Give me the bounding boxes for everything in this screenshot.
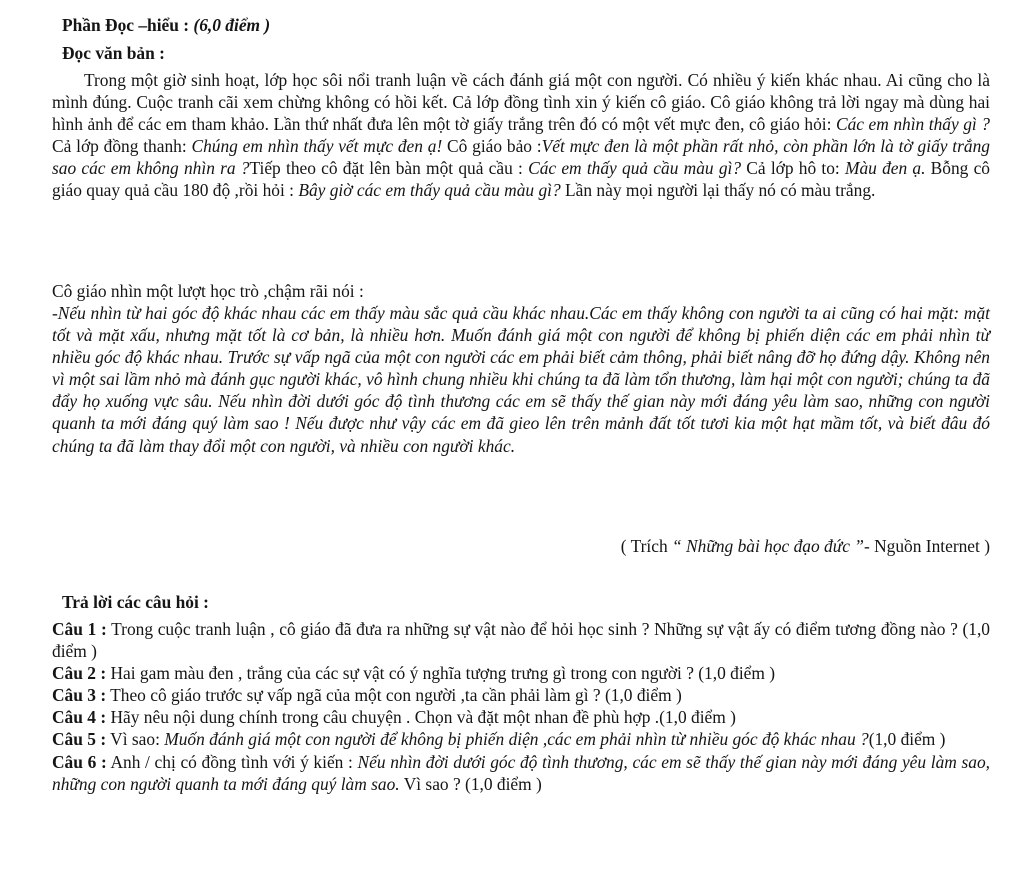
question-text: Nếu nhìn đời dưới góc độ tình thương, các em sẽ thấy thế gian này mới đáng yêu làm sao, những con người quanh ta mới đáng quý làm sao.	[52, 751, 991, 794]
passage-paragraph-2: Cô giáo nhìn một lượt học trò ,chậm rãi nói :	[52, 281, 364, 301]
question-item	[52, 618, 990, 662]
passage-segment: Tiếp theo cô đặt lên bàn một quả cầu :	[249, 158, 529, 179]
passage-segment: Bỗng cô giáo quay quả cầu 180 độ ,rồi hỏi :	[52, 158, 991, 201]
question-item	[52, 728, 990, 750]
question-text: Anh / chị có đồng tình với ý kiến :	[106, 751, 358, 772]
question-text: Hai gam màu đen , trắng của các sự vật có ý nghĩa tượng trưng gì trong con người ? (1,0 điểm )	[106, 663, 776, 684]
question-text: Theo cô giáo trước sự vấp ngã của một con người ,ta cần phải làm gì ? (1,0 điểm )	[106, 685, 682, 706]
question-number: Câu 1 :	[52, 619, 107, 639]
question-number: Câu 2 :	[52, 663, 107, 684]
source-title: “ Những bài học đạo đức ”	[672, 536, 864, 556]
question-item	[52, 751, 990, 795]
question-item	[52, 662, 990, 684]
question-text: Vì sao:	[106, 729, 165, 750]
heading-points: (6,0 điểm )	[193, 15, 271, 35]
source-rest: - Nguồn Internet )	[863, 536, 990, 556]
question-text: Trong cuộc tranh luận , cô giáo đã đưa ra những sự vật nào để hỏi học sinh ? Những sự vật ấy có điểm tương đồng nào ? (1,0 điểm )	[52, 619, 991, 662]
passage-segment: Các em nhìn thấy gì ?	[835, 114, 990, 135]
question-text: (1,0 điểm )	[868, 729, 946, 750]
reading-subheading: Đọc văn bản :	[62, 43, 165, 63]
passage-segment: Các em thấy quả cầu màu gì?	[528, 158, 742, 179]
source-citation	[500, 535, 990, 557]
source-open: ( Trích	[620, 536, 673, 556]
passage-segment: Bây giờ các em thấy quả cầu màu gì?	[298, 180, 561, 201]
question-number: Câu 5 :	[52, 729, 107, 750]
passage-segment: Màu đen ạ.	[844, 158, 926, 179]
question-text: Vì sao ? (1,0 điểm )	[399, 773, 542, 794]
question-text: Muốn đánh giá một con người để không bị phiến diện ,các em phải nhìn từ nhiều góc độ khác nhau ?	[164, 729, 869, 750]
passage-segment: Cô giáo bảo :	[442, 136, 542, 157]
passage-paragraph-3: -Nếu nhìn từ hai góc độ khác nhau các em thấy màu sắc quả cầu khác nhau.Các em thấy không con người ta ai cũng có hai mặt: mặt tốt và mặt xấu, nhưng mặt tốt là cơ bản, là nhiều hơn. Muốn đánh giá một con người để không bị phiến diện các em phải nhìn từ nhiều góc độ khác nhau. Trước sự vấp ngã của một con người các em phải biết cảm thông, phải biết nâng đỡ họ đứng dậy. Không nên vì một sai lầm nhỏ mà đánh gục người khác, vô hình chung nhiều khi chúng ta đã làm tổn thương, làm hại một con người; chúng ta đã đẩy họ xuống vực sâu. Nếu nhìn đời dưới góc độ tình thương các em sẽ thấy thế gian này mới đáng yêu làm sao, những con người quanh ta mới đáng quý làm sao ! Nếu được như vậy các em đã gieo lên trên mảnh đất tốt tươi kia một hạt mầm tốt, và biết đâu đó chúng ta đã làm thay đổi một con người, và nhiều con người khác.	[52, 303, 990, 456]
passage-segment: Cả lớp hô to:	[741, 158, 845, 179]
question-number: Câu 6 :	[52, 751, 107, 772]
question-item	[52, 706, 990, 728]
passage-segment: Lần này mọi người lại thấy nó có màu trắng.	[560, 180, 876, 201]
heading-label: Phần Đọc –hiểu :	[62, 15, 194, 35]
section-heading	[62, 14, 1000, 36]
passage-segment: Chúng em nhìn thấy vết mực đen ạ!	[191, 136, 443, 157]
passage-segment: Trong một giờ sinh hoạt, lớp học sôi nổi tranh luận về cách đánh giá một con người. Có nhiều ý kiến khác nhau. Ai cũng cho là mình đúng. Cuộc tranh cãi xem chừng không có hồi kết. Cả lớp đồng tình xin ý kiến cô giáo. Cô giáo không trả lời ngay mà dùng hai hình ảnh để các em tham khảo. Lần thứ nhất đưa lên một tờ giấy trắng trên đó có một vết mực đen, cô giáo hỏi:	[52, 70, 990, 135]
passage-segment: Cả lớp đồng thanh:	[52, 136, 192, 157]
passage-paragraph-1	[52, 69, 990, 202]
questions-list	[52, 618, 990, 795]
passage-segment: Vết mực đen là một phần rất nhỏ, còn phần lớn là tờ giấy trắng sao các em không nhìn ra ?	[52, 136, 990, 179]
question-text: Hãy nêu nội dung chính trong câu chuyện . Chọn và đặt một nhan đề phù hợp .(1,0 điểm )	[106, 707, 736, 728]
question-number: Câu 3 :	[52, 685, 107, 706]
questions-heading: Trả lời các câu hỏi :	[62, 592, 209, 612]
question-item	[52, 684, 990, 706]
question-number: Câu 4 :	[52, 707, 107, 728]
